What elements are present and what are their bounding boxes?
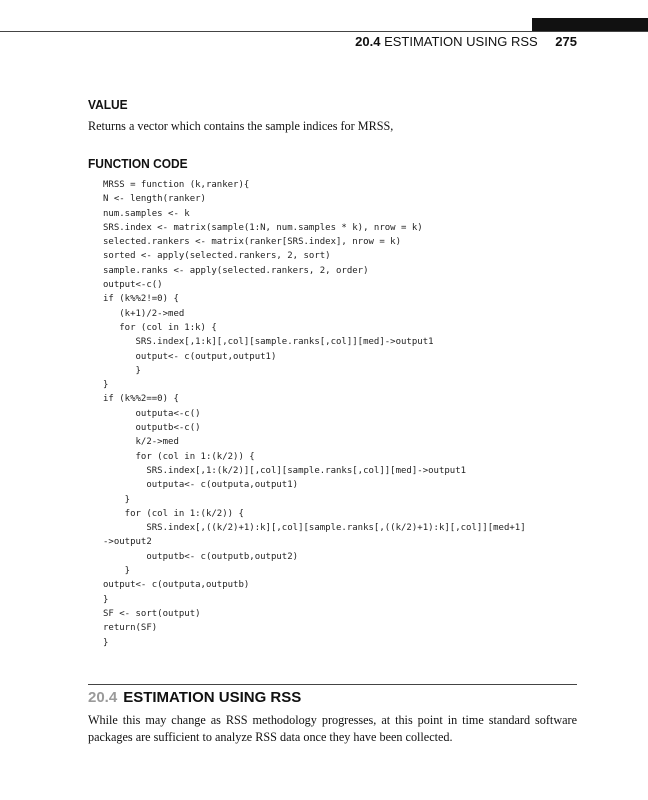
code-line: for (col in 1:(k/2)) { <box>103 451 255 462</box>
section-heading <box>88 689 301 706</box>
function-code-heading: FUNCTION CODE <box>88 156 188 171</box>
code-line: SRS.index[,1:(k/2)][,col][sample.ranks[,col]][med]->output1 <box>103 465 467 476</box>
running-head-title: ESTIMATION USING RSS <box>384 34 538 49</box>
value-description: Returns a vector which contains the sample indices for MRSS, <box>88 119 394 133</box>
code-line: output<- c(output,output1) <box>103 351 277 362</box>
code-line: } <box>103 365 141 376</box>
code-line: k/2->med <box>103 437 179 448</box>
code-line: MRSS = function (k,ranker){ <box>103 180 250 190</box>
code-line: N <- length(ranker) <box>103 194 206 205</box>
header-black-bar <box>532 18 648 31</box>
code-line: for (col in 1:(k/2)) { <box>103 508 244 519</box>
code-line: SF <- sort(output) <box>103 608 201 619</box>
code-line: sample.ranks <- apply(selected.rankers, 2, order) <box>103 265 369 276</box>
code-line: if (k%%2!=0) { <box>103 294 179 305</box>
code-line: outputb<- c(outputb,output2) <box>103 551 299 562</box>
code-line: outputb<-c() <box>103 423 201 434</box>
code-line: } <box>103 637 109 648</box>
section-rule <box>88 684 577 685</box>
header-rule <box>0 31 648 32</box>
code-line: } <box>103 380 109 391</box>
code-line: outputa<-c() <box>103 408 201 419</box>
code-line: } <box>103 494 131 505</box>
code-line: if (k%%2==0) { <box>103 394 179 405</box>
code-line: outputa<- c(outputa,output1) <box>103 480 299 491</box>
page-number: 275 <box>555 34 577 49</box>
code-line: for (col in 1:k) { <box>103 322 217 333</box>
code-line: } <box>103 594 109 605</box>
running-head <box>0 34 577 49</box>
running-head-number: 20.4 <box>355 34 381 49</box>
code-line: (k+1)/2->med <box>103 308 185 319</box>
code-line: return(SF) <box>103 623 158 634</box>
code-line: SRS.index[,((k/2)+1):k][,col][sample.ranks[,((k/2)+1):k][,col]][med+1] <box>103 523 526 534</box>
code-line: num.samples <- k <box>103 208 190 219</box>
code-block <box>103 178 526 664</box>
section-title: ESTIMATION USING RSS <box>123 689 302 706</box>
code-line: SRS.index[,1:k][,col][sample.ranks[,col]][med]->output1 <box>103 337 434 348</box>
code-line: selected.rankers <- matrix(ranker[SRS.index], nrow = k) <box>103 237 402 248</box>
code-line: sorted <- apply(selected.rankers, 2, sort) <box>103 251 331 262</box>
code-line: SRS.index <- matrix(sample(1:N, num.samples * k), nrow = k) <box>103 222 423 233</box>
code-line: output<- c(outputa,outputb) <box>103 580 250 591</box>
code-line: ->output2 <box>103 537 152 548</box>
code-line: output<-c() <box>103 280 163 291</box>
section-paragraph: While this may change as RSS methodology progresses, at this point in time standard software packages are sufficient to analyze RSS data once they have been collected. <box>88 713 577 744</box>
section-number: 20.4 <box>88 689 118 706</box>
code-line: } <box>103 566 131 577</box>
value-heading: VALUE <box>88 97 128 112</box>
